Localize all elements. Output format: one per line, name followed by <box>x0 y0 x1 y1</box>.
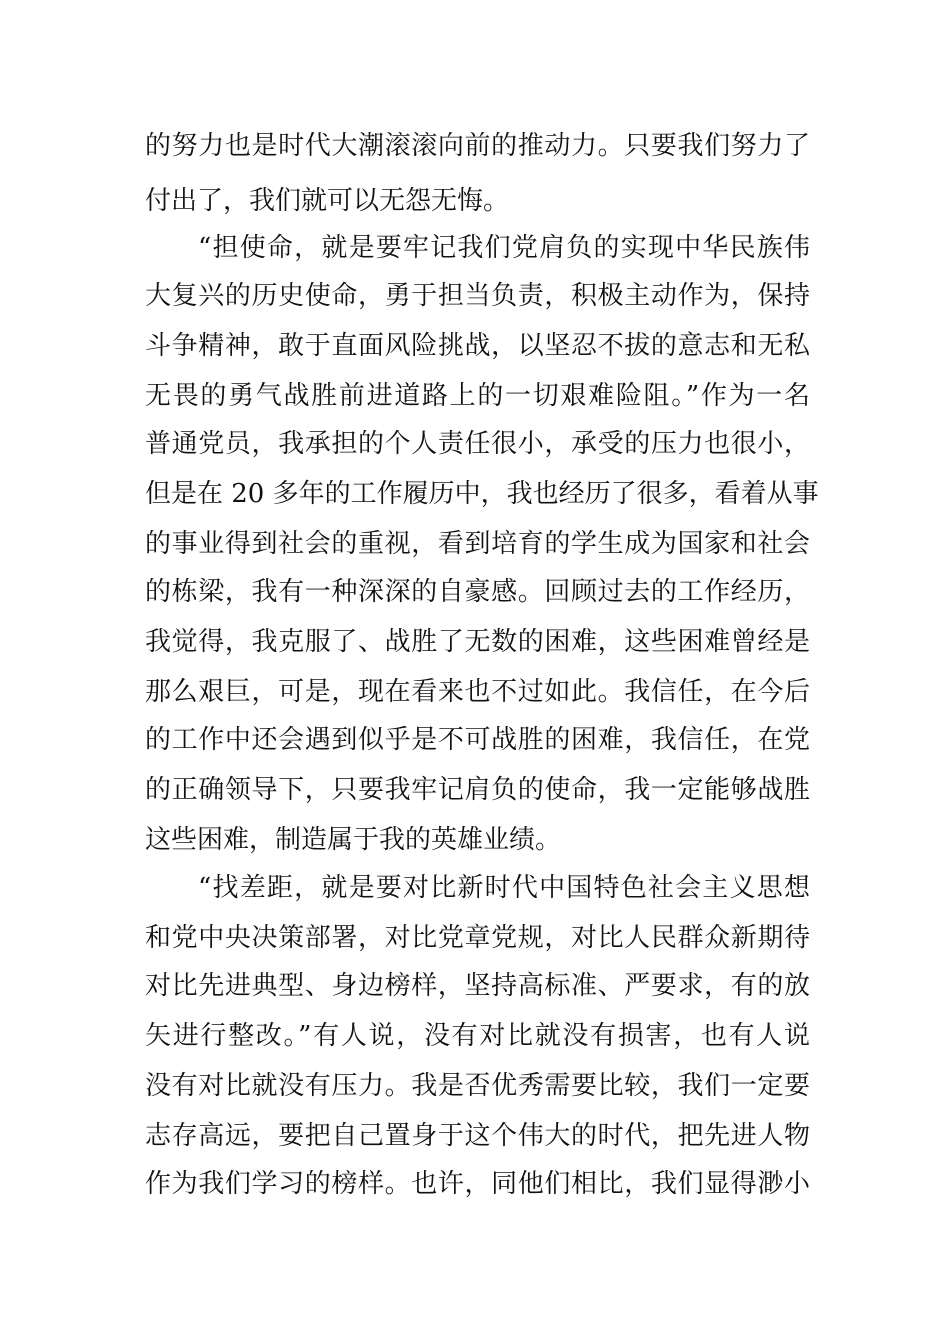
text-line: 这些困难，制造属于我的英雄业绩。 <box>145 825 562 855</box>
text-line: 的事业得到社会的重视，看到培育的学生成为国家和社会 <box>145 529 810 559</box>
text-line: 没有对比就没有压力。我是否优秀需要比较，我们一定要 <box>145 1071 810 1101</box>
text-line: 的努力也是时代大潮滚滚向前的推动力。只要我们努力了 <box>145 131 810 161</box>
text-line: 但是在 20 多年的工作履历中，我也经历了很多，看着从事 <box>145 479 819 509</box>
text-line: 斗争精神，敢于直面风险挑战，以坚忍不拔的意志和无私 <box>145 331 810 361</box>
text-line: 对比先进典型、身边榜样，坚持高标准、严要求，有的放 <box>145 971 810 1001</box>
text-line: 我觉得，我克服了、战胜了无数的困难，这些困难曾经是 <box>145 627 810 657</box>
text-line: 和党中央决策部署，对比党章党规，对比人民群众新期待 <box>145 923 810 953</box>
text-line: “担使命，就是要牢记我们党肩负的实现中华民族伟 <box>198 233 810 263</box>
text-line: 无畏的勇气战胜前进道路上的一切艰难险阻。”作为一名 <box>145 381 810 411</box>
text-line: “找差距，就是要对比新时代中国特色社会主义思想 <box>198 873 810 903</box>
text-line: 大复兴的历史使命，勇于担当负责，积极主动作为，保持 <box>145 281 810 311</box>
text-line: 的正确领导下，只要我牢记肩负的使命，我一定能够战胜 <box>145 775 810 805</box>
text-line: 那么艰巨，可是，现在看来也不过如此。我信任，在今后 <box>145 677 810 707</box>
text-line: 矢进行整改。”有人说，没有对比就没有损害，也有人说 <box>145 1021 810 1051</box>
text-line: 作为我们学习的榜样。也许，同他们相比，我们显得渺小 <box>145 1169 810 1199</box>
text-line: 付出了，我们就可以无怨无悔。 <box>145 186 510 216</box>
text-line: 志存高远，要把自己置身于这个伟大的时代，把先进人物 <box>145 1121 810 1151</box>
text-line: 普通党员，我承担的个人责任很小，承受的压力也很小， <box>145 429 810 459</box>
text-line: 的栋梁，我有一种深深的自豪感。回顾过去的工作经历， <box>145 577 810 607</box>
text-line: 的工作中还会遇到似乎是不可战胜的困难，我信任，在党 <box>145 725 810 755</box>
